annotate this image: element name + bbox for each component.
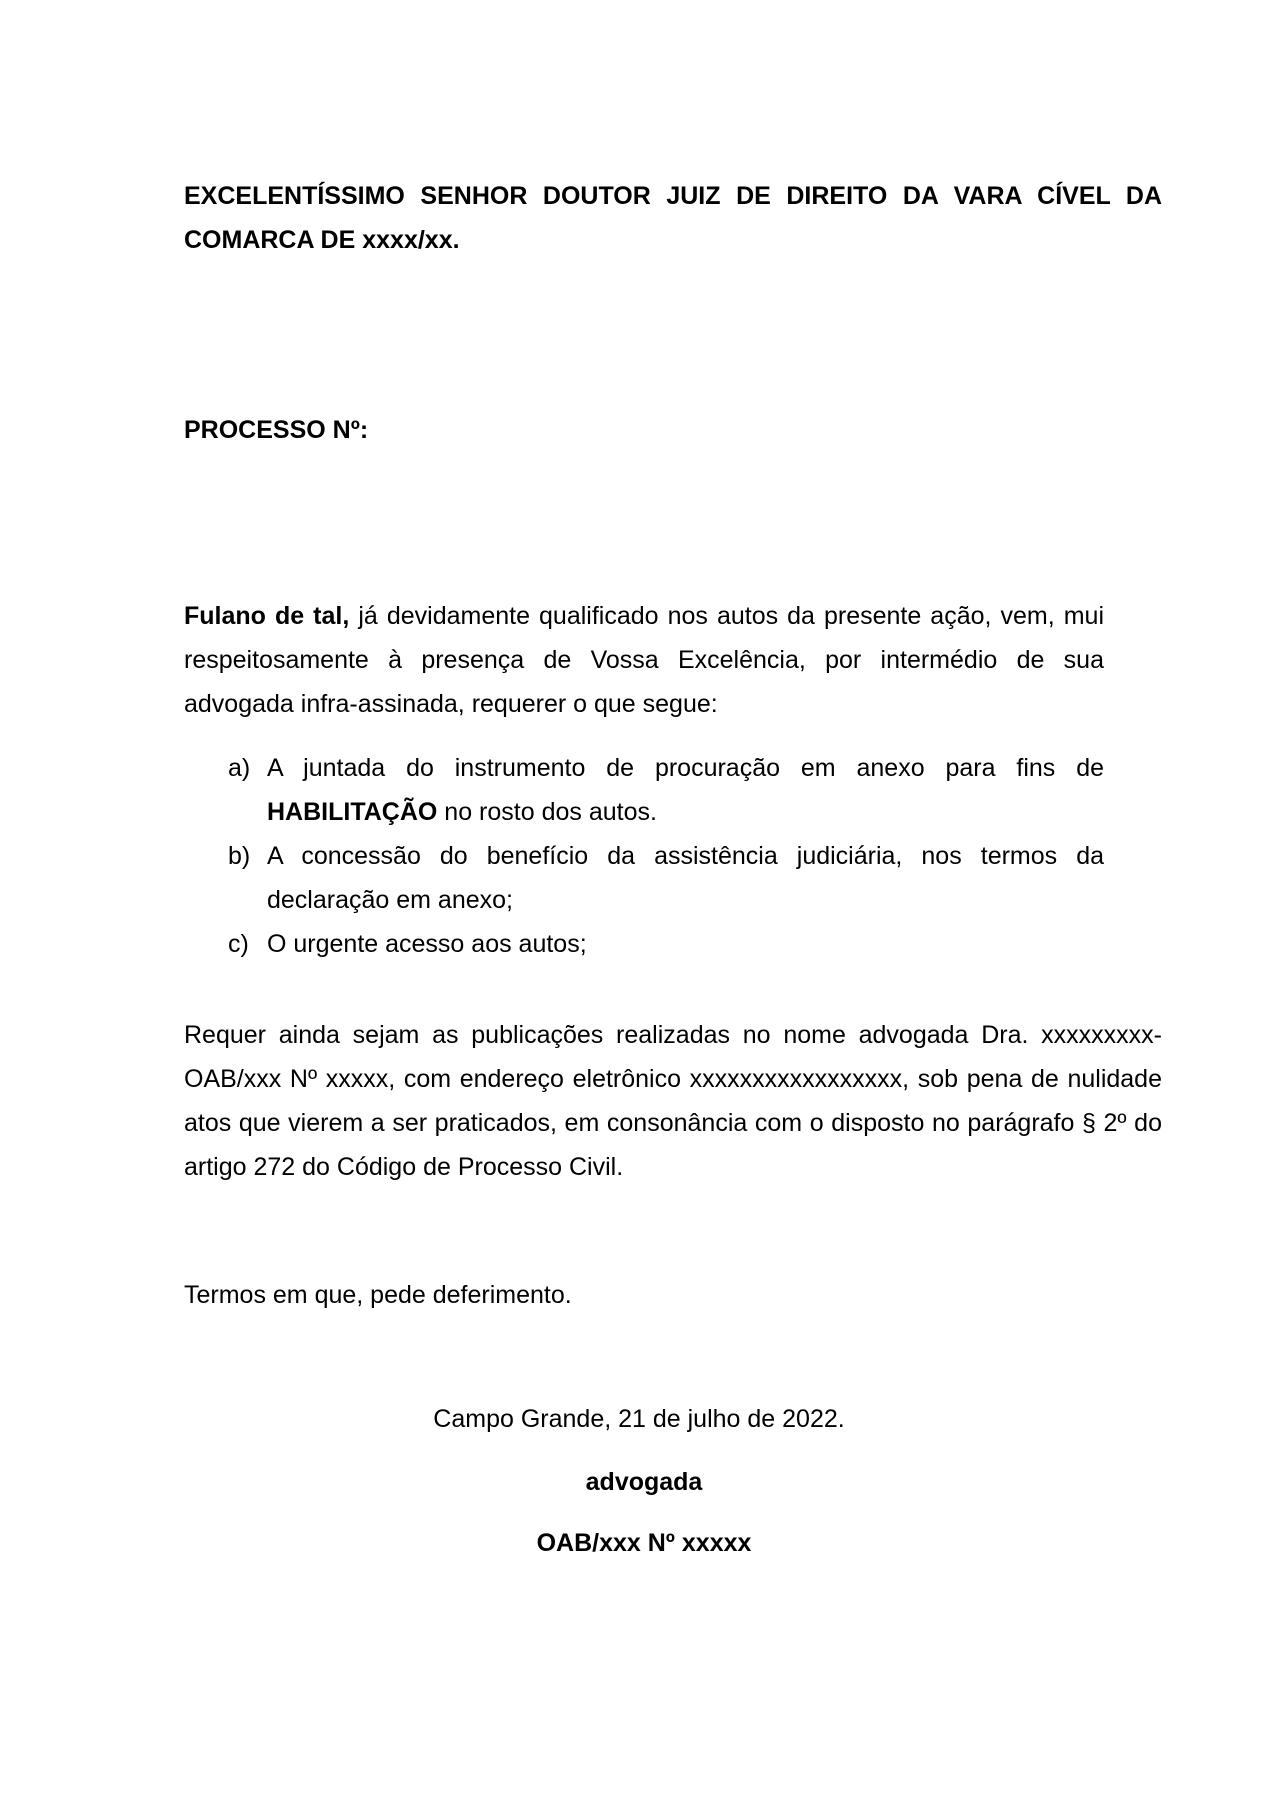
intro-text: já devidamente qualificado nos autos da presente ação, vem, mui respeitosamente à presença de Vossa Excelência, por intermédio de sua advogada infra-assinada, requerer o que segue: [184, 602, 1105, 718]
list-marker: c) [228, 930, 249, 958]
request-text-before: A juntada do instrumento de procuração em anexo para fins de [267, 754, 1104, 782]
party-name: Fulano de tal, [184, 602, 350, 630]
list-item [184, 834, 1104, 922]
request-text: A concessão do benefício da assistência judiciária, nos termos da declaração em anexo; [267, 842, 1104, 914]
process-number-label: PROCESSO Nº: [184, 416, 369, 444]
list-item [184, 922, 1104, 966]
request-text: O urgente acesso aos autos; [267, 930, 587, 958]
request-list [184, 746, 1104, 966]
signer-oab-number: OAB/xxx Nº xxxxx [536, 1529, 752, 1557]
list-marker: b) [228, 842, 251, 870]
court-addressing-header: EXCELENTÍSSIMO SENHOR DOUTOR JUIZ DE DIREITO DA VARA CÍVEL DA COMARCA DE xxxx/xx. [184, 182, 1162, 254]
request-text-after: no rosto dos autos. [437, 798, 657, 826]
closing-formula: Termos em que, pede deferimento. [184, 1281, 572, 1309]
list-marker: a) [228, 754, 251, 782]
list-item [184, 746, 1104, 834]
date-line: Campo Grande, 21 de julho de 2022. [433, 1405, 845, 1433]
publication-request-paragraph: Requer ainda sejam as publicações realizadas no nome advogada Dra. xxxxxxxxx-OAB/xxx Nº xxxxx, com endereço eletrônico xxxxxxxxxxxxxxxxx, sob pena de nulidade atos que vierem a ser praticados, em consonância com o disposto no parágrafo § 2º do artigo 272 do Código de Processo Civil. [184, 1021, 1162, 1181]
intro-paragraph [184, 594, 1104, 726]
signer-name: advogada [585, 1468, 703, 1496]
habilitacao-emphasis: HABILITAÇÃO [267, 798, 438, 826]
